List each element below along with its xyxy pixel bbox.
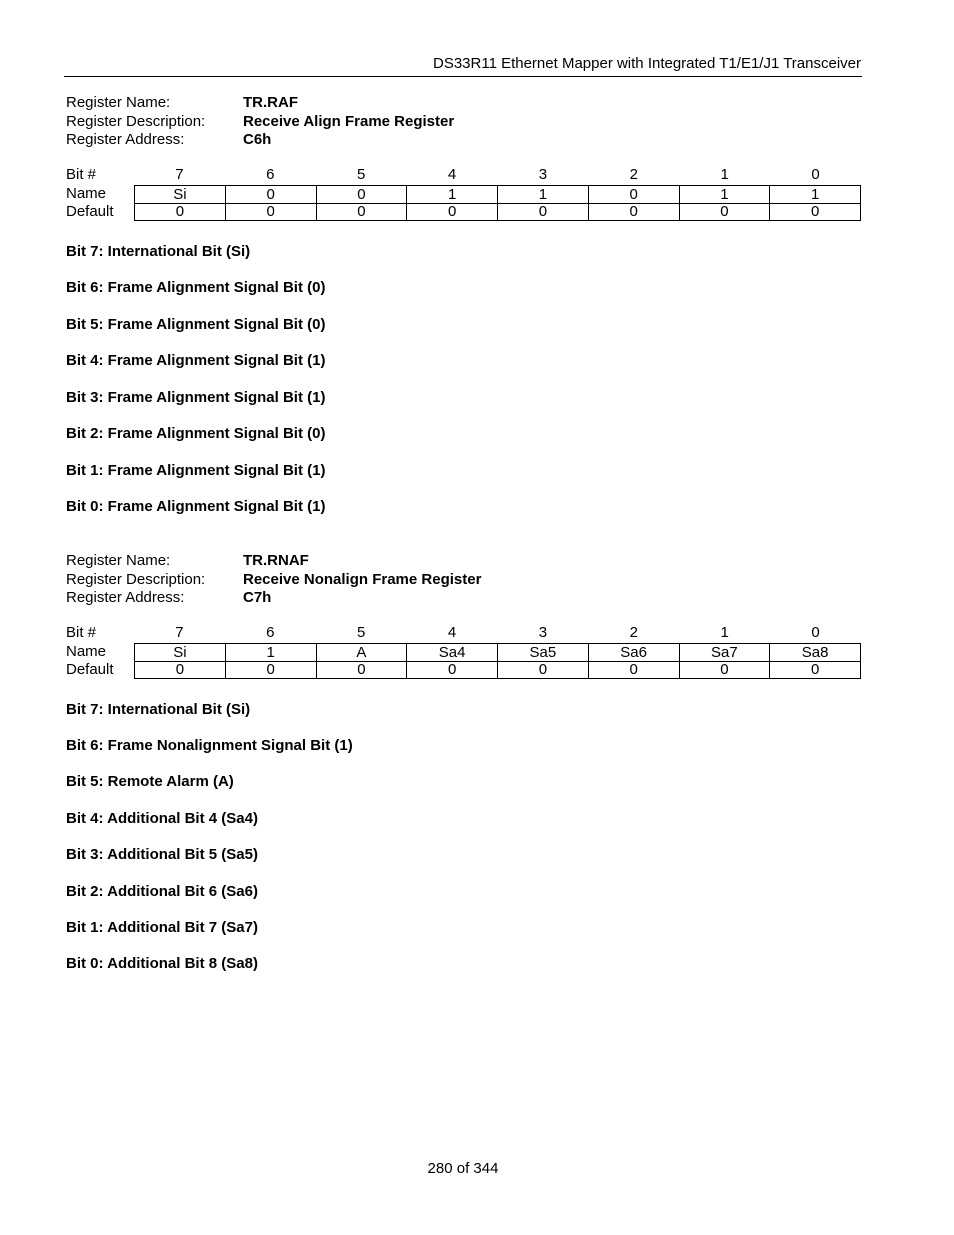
bit-description: Bit 4: Additional Bit 4 (Sa4)	[66, 810, 258, 827]
register-address-row	[66, 131, 826, 150]
register-name-label: Register Name:	[66, 552, 171, 569]
register-description-label: Register Description:	[66, 112, 206, 130]
register-info-raf	[66, 94, 826, 150]
bit-description: Bit 5: Frame Alignment Signal Bit (0)	[66, 316, 326, 333]
register-address-row	[66, 589, 826, 608]
bit-number: 4	[447, 166, 457, 183]
register-name-row	[66, 94, 826, 113]
bit-default-cell: 0	[770, 661, 861, 679]
bit-number: 1	[720, 166, 729, 183]
bit-default-cell: 0	[407, 661, 498, 679]
bit-default-row	[66, 661, 862, 680]
bit-number: 2	[629, 166, 638, 183]
bit-default-cell: 0	[226, 661, 317, 679]
register-address-value: C7h	[243, 589, 272, 606]
bit-description: Bit 3: Additional Bit 5 (Sa5)	[66, 846, 258, 863]
register-description-value: Receive Align Frame Register	[243, 112, 455, 130]
register-description-label: Register Description:	[66, 570, 206, 588]
bit-number-row	[66, 624, 862, 643]
bit-description: Bit 7: International Bit (Si)	[66, 701, 251, 718]
bit-description: Bit 0: Additional Bit 8 (Sa8)	[66, 955, 258, 972]
bit-description: Bit 4: Frame Alignment Signal Bit (1)	[66, 352, 326, 369]
bit-description: Bit 3: Frame Alignment Signal Bit (1)	[66, 389, 326, 406]
bit-table-rnaf	[66, 624, 862, 680]
bit-number-label: Bit #	[66, 166, 97, 183]
bit-name-row	[66, 643, 862, 662]
bit-name-label: Name	[66, 642, 107, 660]
bit-number: 3	[538, 166, 548, 183]
document-title: DS33R11 Ethernet Mapper with Integrated T1/E1/J1 Transceiver	[432, 55, 861, 72]
bit-default-cell: 0	[407, 203, 498, 221]
bit-default-cell: 0	[317, 203, 408, 221]
bit-name-label: Name	[66, 184, 107, 202]
bit-default-cell: 0	[498, 203, 589, 221]
register-info-rnaf	[66, 552, 826, 608]
bit-default-row	[66, 203, 862, 222]
bit-description: Bit 1: Additional Bit 7 (Sa7)	[66, 919, 258, 936]
register-address-label: Register Address:	[66, 589, 185, 606]
bit-default-cell: 0	[589, 203, 680, 221]
bit-number: 2	[629, 624, 638, 641]
bit-default-cell: 0	[317, 661, 408, 679]
bit-name-cell: 0	[317, 185, 408, 204]
bit-name-cell: Sa7	[680, 643, 771, 662]
bit-number: 6	[266, 166, 275, 183]
bit-description: Bit 6: Frame Alignment Signal Bit (0)	[66, 279, 326, 296]
bit-default-cell: 0	[770, 203, 861, 221]
bit-default-cell: 0	[134, 661, 226, 679]
bit-description: Bit 2: Additional Bit 6 (Sa6)	[66, 883, 258, 900]
bit-number: 4	[447, 624, 457, 641]
bit-name-cell: A	[317, 643, 408, 662]
bit-number: 1	[720, 624, 729, 641]
bit-number: 7	[175, 166, 184, 183]
bit-name-cell: 1	[680, 185, 771, 204]
bit-default-cell: 0	[498, 661, 589, 679]
bit-name-cell: 1	[770, 185, 861, 204]
bit-default-cell: 0	[680, 203, 771, 221]
bit-description: Bit 2: Frame Alignment Signal Bit (0)	[66, 425, 326, 442]
register-description-value: Receive Nonalign Frame Register	[243, 570, 482, 588]
bit-name-cell: Si	[134, 185, 226, 204]
register-name-row	[66, 552, 826, 571]
bit-description: Bit 1: Frame Alignment Signal Bit (1)	[66, 462, 326, 479]
header-divider	[64, 76, 862, 77]
bit-name-cell: Sa6	[589, 643, 680, 662]
bit-number-label: Bit #	[66, 624, 97, 641]
bit-description: Bit 7: International Bit (Si)	[66, 243, 251, 260]
bit-name-cell: 0	[589, 185, 680, 204]
bit-number: 5	[357, 166, 366, 183]
bit-description: Bit 0: Frame Alignment Signal Bit (1)	[66, 498, 326, 515]
bit-default-cell: 0	[226, 203, 317, 221]
bit-number: 5	[357, 624, 366, 641]
bit-table-raf	[66, 166, 862, 222]
register-address-label: Register Address:	[66, 131, 185, 148]
bit-name-cell: Sa5	[498, 643, 589, 662]
bit-number: 3	[538, 624, 548, 641]
bit-default-label: Default	[66, 203, 114, 220]
bit-number-row	[66, 166, 862, 185]
bit-name-cell: 0	[226, 185, 317, 204]
bit-number: 6	[266, 624, 275, 641]
bit-name-row	[66, 185, 862, 204]
bit-name-cell: Sa8	[770, 643, 861, 662]
bit-default-cell: 0	[680, 661, 771, 679]
bit-name-cell: 1	[226, 643, 317, 662]
bit-description: Bit 6: Frame Nonalignment Signal Bit (1)	[66, 737, 353, 754]
register-name-value: TR.RAF	[243, 94, 298, 111]
bit-number: 0	[811, 624, 820, 641]
bit-default-label: Default	[66, 661, 114, 678]
register-description-row	[66, 571, 826, 590]
bit-number: 0	[811, 166, 820, 183]
bit-name-cell: 1	[407, 185, 498, 204]
register-description-row	[66, 113, 826, 132]
bit-name-cell: 1	[498, 185, 589, 204]
bit-name-cell: Sa4	[407, 643, 498, 662]
register-address-value: C6h	[243, 131, 272, 148]
page-number: 280 of 344	[427, 1160, 499, 1177]
bit-description: Bit 5: Remote Alarm (A)	[66, 773, 234, 790]
bit-default-cell: 0	[589, 661, 680, 679]
register-name-label: Register Name:	[66, 94, 171, 111]
bit-default-cell: 0	[134, 203, 226, 221]
bit-number: 7	[175, 624, 184, 641]
bit-name-cell: Si	[134, 643, 226, 662]
register-name-value: TR.RNAF	[243, 552, 309, 569]
